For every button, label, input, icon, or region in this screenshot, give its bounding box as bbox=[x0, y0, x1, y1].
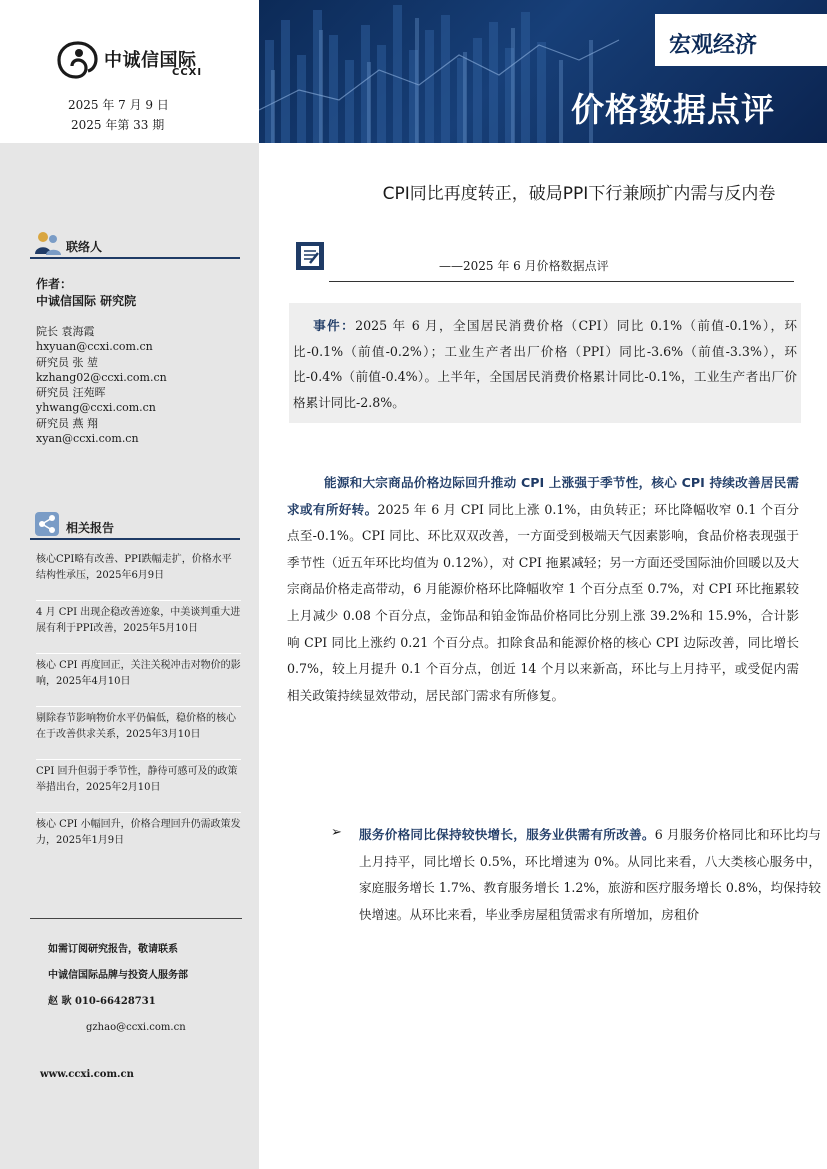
para2-text: 6 月服务价格同比和环比均与上月持平，同比增长 0.5%，环比增速为 0%。从同比来看，八大类核心服务中，家庭服务增长 1.7%、教育服务增长 1.2%，旅游和医疗服务增长 0.8%，均保持较快增速。从环比来看，毕业季房屋租赁需求有所增加，房租价 bbox=[359, 827, 821, 922]
related-report-item[interactable]: 剔除春节影响物价水平仍偏低，稳价格的核心在于改善供求关系，2025年3月10日 bbox=[36, 711, 241, 760]
sidebar-header bbox=[0, 0, 259, 143]
report-issue: 2025 年第 33 期 bbox=[71, 118, 165, 132]
article-title: CPI同比再度转正，破局PPI下行兼顾扩内需与反内卷 bbox=[382, 184, 776, 204]
contact-role: 研究员 bbox=[36, 386, 69, 400]
related-report-item[interactable]: CPI 回升但弱于季节性，静待可感可及的政策举措出台，2025年2月10日 bbox=[36, 764, 241, 813]
event-label: 事件： bbox=[311, 318, 356, 333]
contact-email[interactable]: xyan@ccxi.com.cn bbox=[36, 432, 139, 446]
ccxi-logo-icon bbox=[56, 40, 100, 80]
analysis-paragraph-1 bbox=[287, 470, 799, 709]
contact-section-header bbox=[30, 230, 240, 258]
subscribe-line1: 如需订阅研究报告，敬请联系 bbox=[48, 944, 178, 955]
contact-name: 袁海霞 bbox=[61, 325, 95, 338]
bullet-arrow-icon: ➢ bbox=[331, 825, 342, 840]
contact-row bbox=[36, 324, 167, 339]
related-section-header bbox=[30, 511, 240, 539]
related-report-item[interactable]: 核心CPI略有改善、PPI跌幅走扩，价格水平结构性承压，2025年6月9日 bbox=[36, 552, 241, 601]
main-content bbox=[259, 143, 827, 1169]
related-report-item[interactable]: 核心 CPI 小幅回升，价格合理回升仍需政策发力，2025年1月9日 bbox=[36, 819, 241, 846]
contact-email[interactable]: kzhang02@ccxi.com.cn bbox=[36, 370, 167, 384]
contact-name: 汪苑晖 bbox=[72, 386, 106, 400]
contact-role: 研究员 bbox=[36, 355, 69, 369]
contact-label: 联络人 bbox=[66, 240, 103, 254]
event-box bbox=[289, 303, 801, 423]
author-block bbox=[36, 276, 136, 310]
subscribe-line2: 中诚信国际品牌与投资人服务部 bbox=[48, 970, 188, 981]
section-divider bbox=[30, 257, 240, 259]
subscribe-email[interactable]: gzhao@ccxi.com.cn bbox=[86, 1022, 186, 1033]
subscribe-divider bbox=[30, 918, 242, 919]
contact-row bbox=[36, 355, 167, 370]
brand-name-cn: 中诚信国际 bbox=[104, 50, 197, 71]
related-label: 相关报告 bbox=[66, 521, 115, 535]
para1-heading: 能源和大宗商品价格边际回升推动 CPI 上涨强于季节性，核心 CPI 持续改善居民需求或有所好转。 bbox=[287, 475, 799, 517]
analysis-paragraph-2 bbox=[359, 822, 821, 928]
author-org: 中诚信国际 研究院 bbox=[36, 294, 137, 308]
subscribe-contact: 赵 耿 010-66428731 bbox=[48, 996, 156, 1007]
brand-logo bbox=[56, 40, 236, 80]
subscribe-block bbox=[48, 937, 188, 1041]
contact-role: 院长 bbox=[36, 325, 58, 338]
event-text: 2025 年 6 月，全国居民消费价格（CPI）同比 0.1%（前值-0.1%），环比-0.1%（前值-0.2%）；工业生产者出厂价格（PPI）同比-3.6%（前值-3.3%），环比-0.4%（前值-0.4%）。上半年，全国居民消费价格累计同比-0.1%，工业生产者出厂价格累计同比-2.8%。 bbox=[293, 318, 797, 410]
category-label: 宏观经济 bbox=[669, 33, 758, 58]
category-box bbox=[655, 14, 827, 66]
brand-name-en: CCXI bbox=[172, 67, 203, 78]
contact-row bbox=[36, 416, 167, 431]
contact-role: 研究员 bbox=[36, 416, 69, 430]
para1-text: 2025 年 6 月 CPI 同比上涨 0.1%，由负转正；环比降幅收窄 0.1 个百分点至-0.1%。CPI 同比、环比双双改善，一方面受到极端天气因素影响，食品价格表现强于季节性（近五年环比均值为 0.12%），对 CPI 拖累减轻；另一方面还受国际油价回暖以及大宗商品价格走高带动，6 月能源价格环比降幅收窄 1 个百分点至 0.7%，对 CPI 环比拖累较上月减少 0.08 个百分点，金饰品和铂金饰品价格同比分别上涨 39.2%和 15.9%，合计影响 CPI 同比上涨约 0.21 个百分点。扣除食品和能源价格的核心 CPI 边际改善，同比增长 0.7%，较上月提升 0.1 个百分点，创近 14 个月以来新高，环比与上月持平，或受促内需相关政策持续显效带动，居民部门需求有所修复。 bbox=[287, 501, 800, 703]
contact-list bbox=[36, 324, 167, 446]
website-link[interactable]: www.ccxi.com.cn bbox=[40, 1069, 134, 1080]
event-paragraph bbox=[289, 303, 801, 423]
contact-row bbox=[36, 385, 167, 400]
report-date: 2025 年 7 月 9 日 bbox=[68, 98, 169, 112]
para2-heading: 服务价格同比保持较快增长，服务业供需有所改善。 bbox=[359, 827, 655, 842]
people-icon bbox=[34, 230, 62, 256]
related-report-item[interactable]: 4 月 CPI 出现企稳改善迹象，中美谈判重大进展有利于PPI改善，2025年5月10日 bbox=[36, 605, 241, 654]
title-divider bbox=[329, 281, 794, 282]
document-icon bbox=[295, 241, 325, 271]
contact-email[interactable]: hxyuan@ccxi.com.cn bbox=[36, 340, 153, 354]
section-divider bbox=[30, 538, 240, 540]
contact-name: 张 堃 bbox=[72, 355, 98, 369]
share-icon bbox=[34, 511, 60, 537]
contact-name: 燕 翔 bbox=[72, 416, 98, 430]
header-banner bbox=[259, 0, 827, 143]
article-subtitle: ——2025 年 6 月价格数据点评 bbox=[439, 259, 609, 273]
series-title: 价格数据点评 bbox=[571, 90, 775, 129]
author-label: 作者： bbox=[36, 277, 73, 291]
contact-email[interactable]: yhwang@ccxi.com.cn bbox=[36, 401, 156, 415]
related-report-list bbox=[36, 552, 241, 865]
related-report-item[interactable]: 核心 CPI 再度回正，关注关税冲击对物价的影响，2025年4月10日 bbox=[36, 658, 241, 707]
